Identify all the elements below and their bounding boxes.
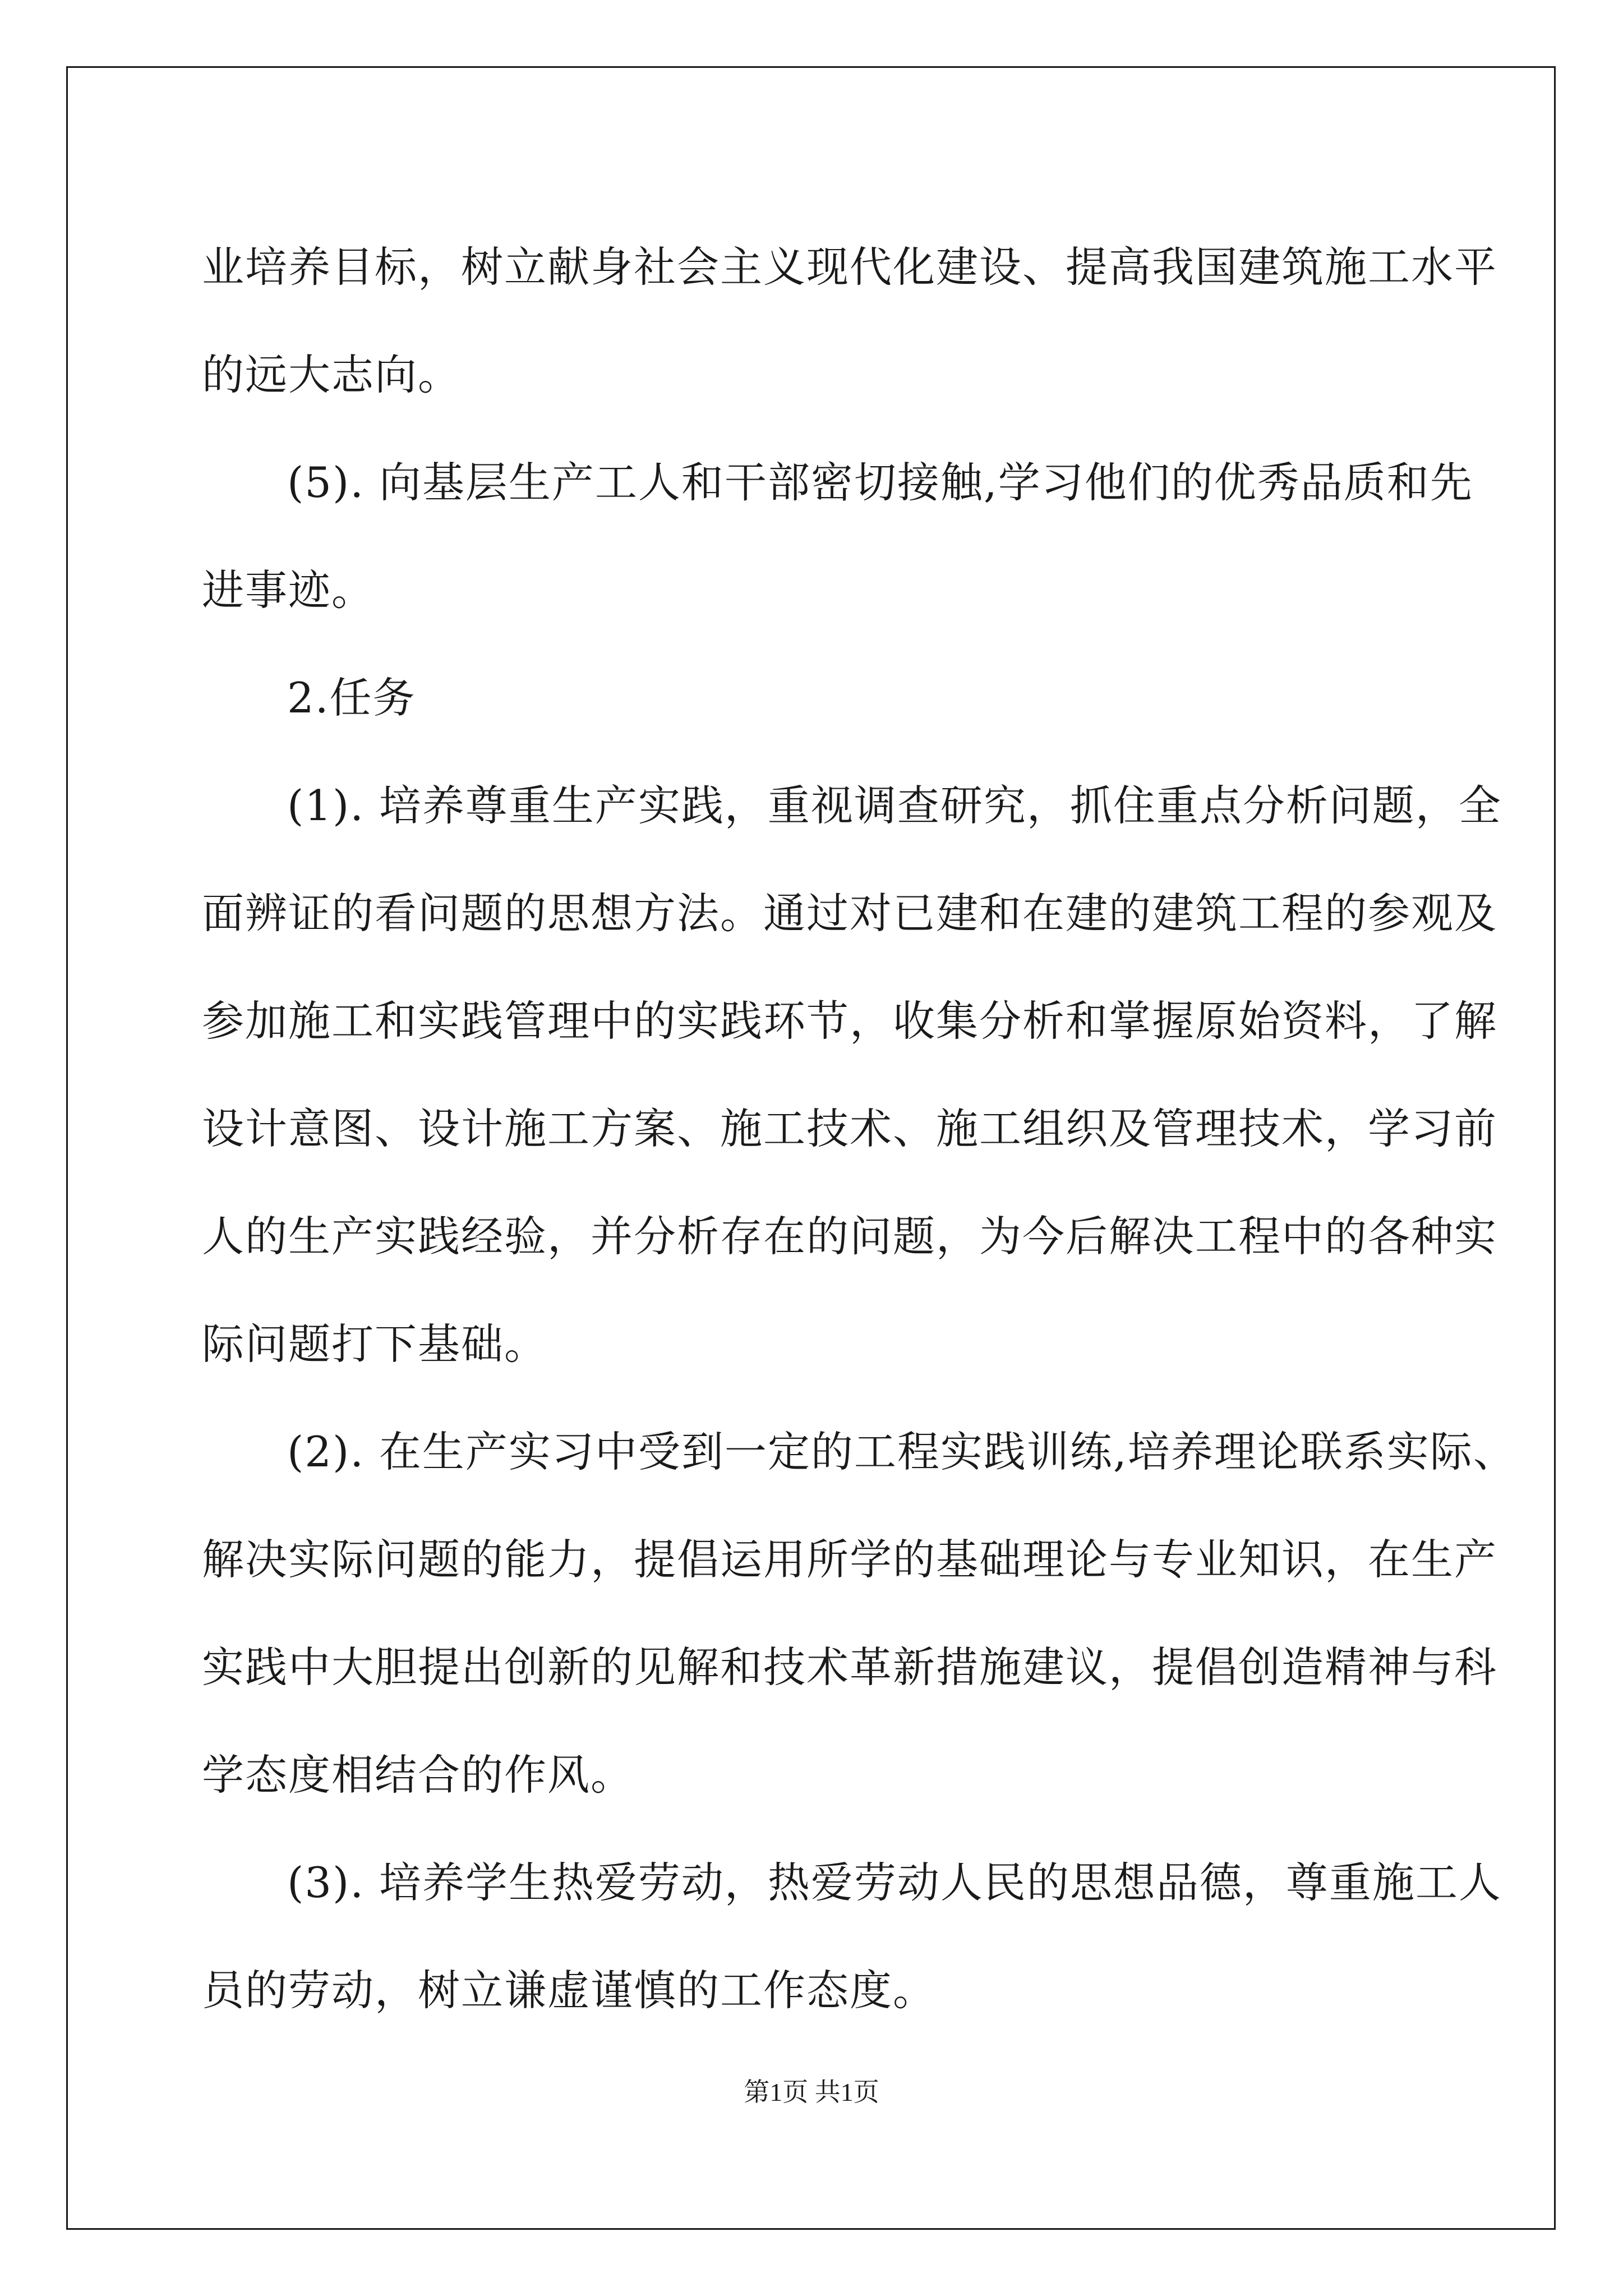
text-line: 人的生产实践经验，并分析存在的问题，为今后解决工程中的各种实 bbox=[202, 1212, 1498, 1261]
text-line: 解决实际问题的能力，提倡运用所学的基础理论与专业知识，在生产 bbox=[202, 1535, 1498, 1584]
text-line: 学态度相结合的作风。 bbox=[202, 1750, 634, 1800]
text-line: (5). 向基层生产工人和干部密切接触,学习他们的优秀品质和先 bbox=[287, 458, 1473, 507]
text-line: 设计意图、设计施工方案、施工技术、施工组织及管理技术，学习前 bbox=[202, 1104, 1498, 1153]
text-line: 的远大志向。 bbox=[202, 350, 462, 399]
paragraph-5 bbox=[202, 1829, 1502, 2044]
text-line: 进事迹。 bbox=[202, 565, 375, 615]
text-line: 际问题打下基础。 bbox=[202, 1319, 548, 1369]
heading-text: 2.任务 bbox=[287, 673, 416, 723]
text-line: (2). 在生产实习中受到一定的工程实践训练,培养理论联系实际、 bbox=[287, 1427, 1516, 1476]
text-line: 员的劳动，树立谦虚谨慎的工作态度。 bbox=[202, 1966, 937, 2015]
text-line: 参加施工和实践管理中的实践环节，收集分析和掌握原始资料，了解 bbox=[202, 996, 1498, 1046]
page-footer: 第1页 共1页 bbox=[744, 2078, 879, 2106]
text-line: 面辨证的看问题的思想方法。通过对已建和在建的建筑工程的参观及 bbox=[202, 889, 1498, 938]
document-body bbox=[202, 213, 1516, 2044]
text-line: 业培养目标，树立献身社会主义现代化建设、提高我国建筑施工水平 bbox=[202, 242, 1498, 292]
paragraph-1 bbox=[202, 213, 1498, 429]
text-line: 实践中大胆提出创新的见解和技术革新措施建议，提倡创造精神与科 bbox=[202, 1642, 1498, 1692]
text-line: (1). 培养尊重生产实践，重视调查研究，抓住重点分析问题，全 bbox=[287, 781, 1502, 830]
paragraph-4 bbox=[202, 1398, 1516, 1829]
paragraph-3 bbox=[202, 752, 1502, 1398]
text-line: (3). 培养学生热爱劳动，热爱劳动人民的思想品德，尊重施工人 bbox=[287, 1858, 1502, 1907]
paragraph-2 bbox=[202, 429, 1473, 644]
section-heading-tasks bbox=[202, 644, 1436, 752]
